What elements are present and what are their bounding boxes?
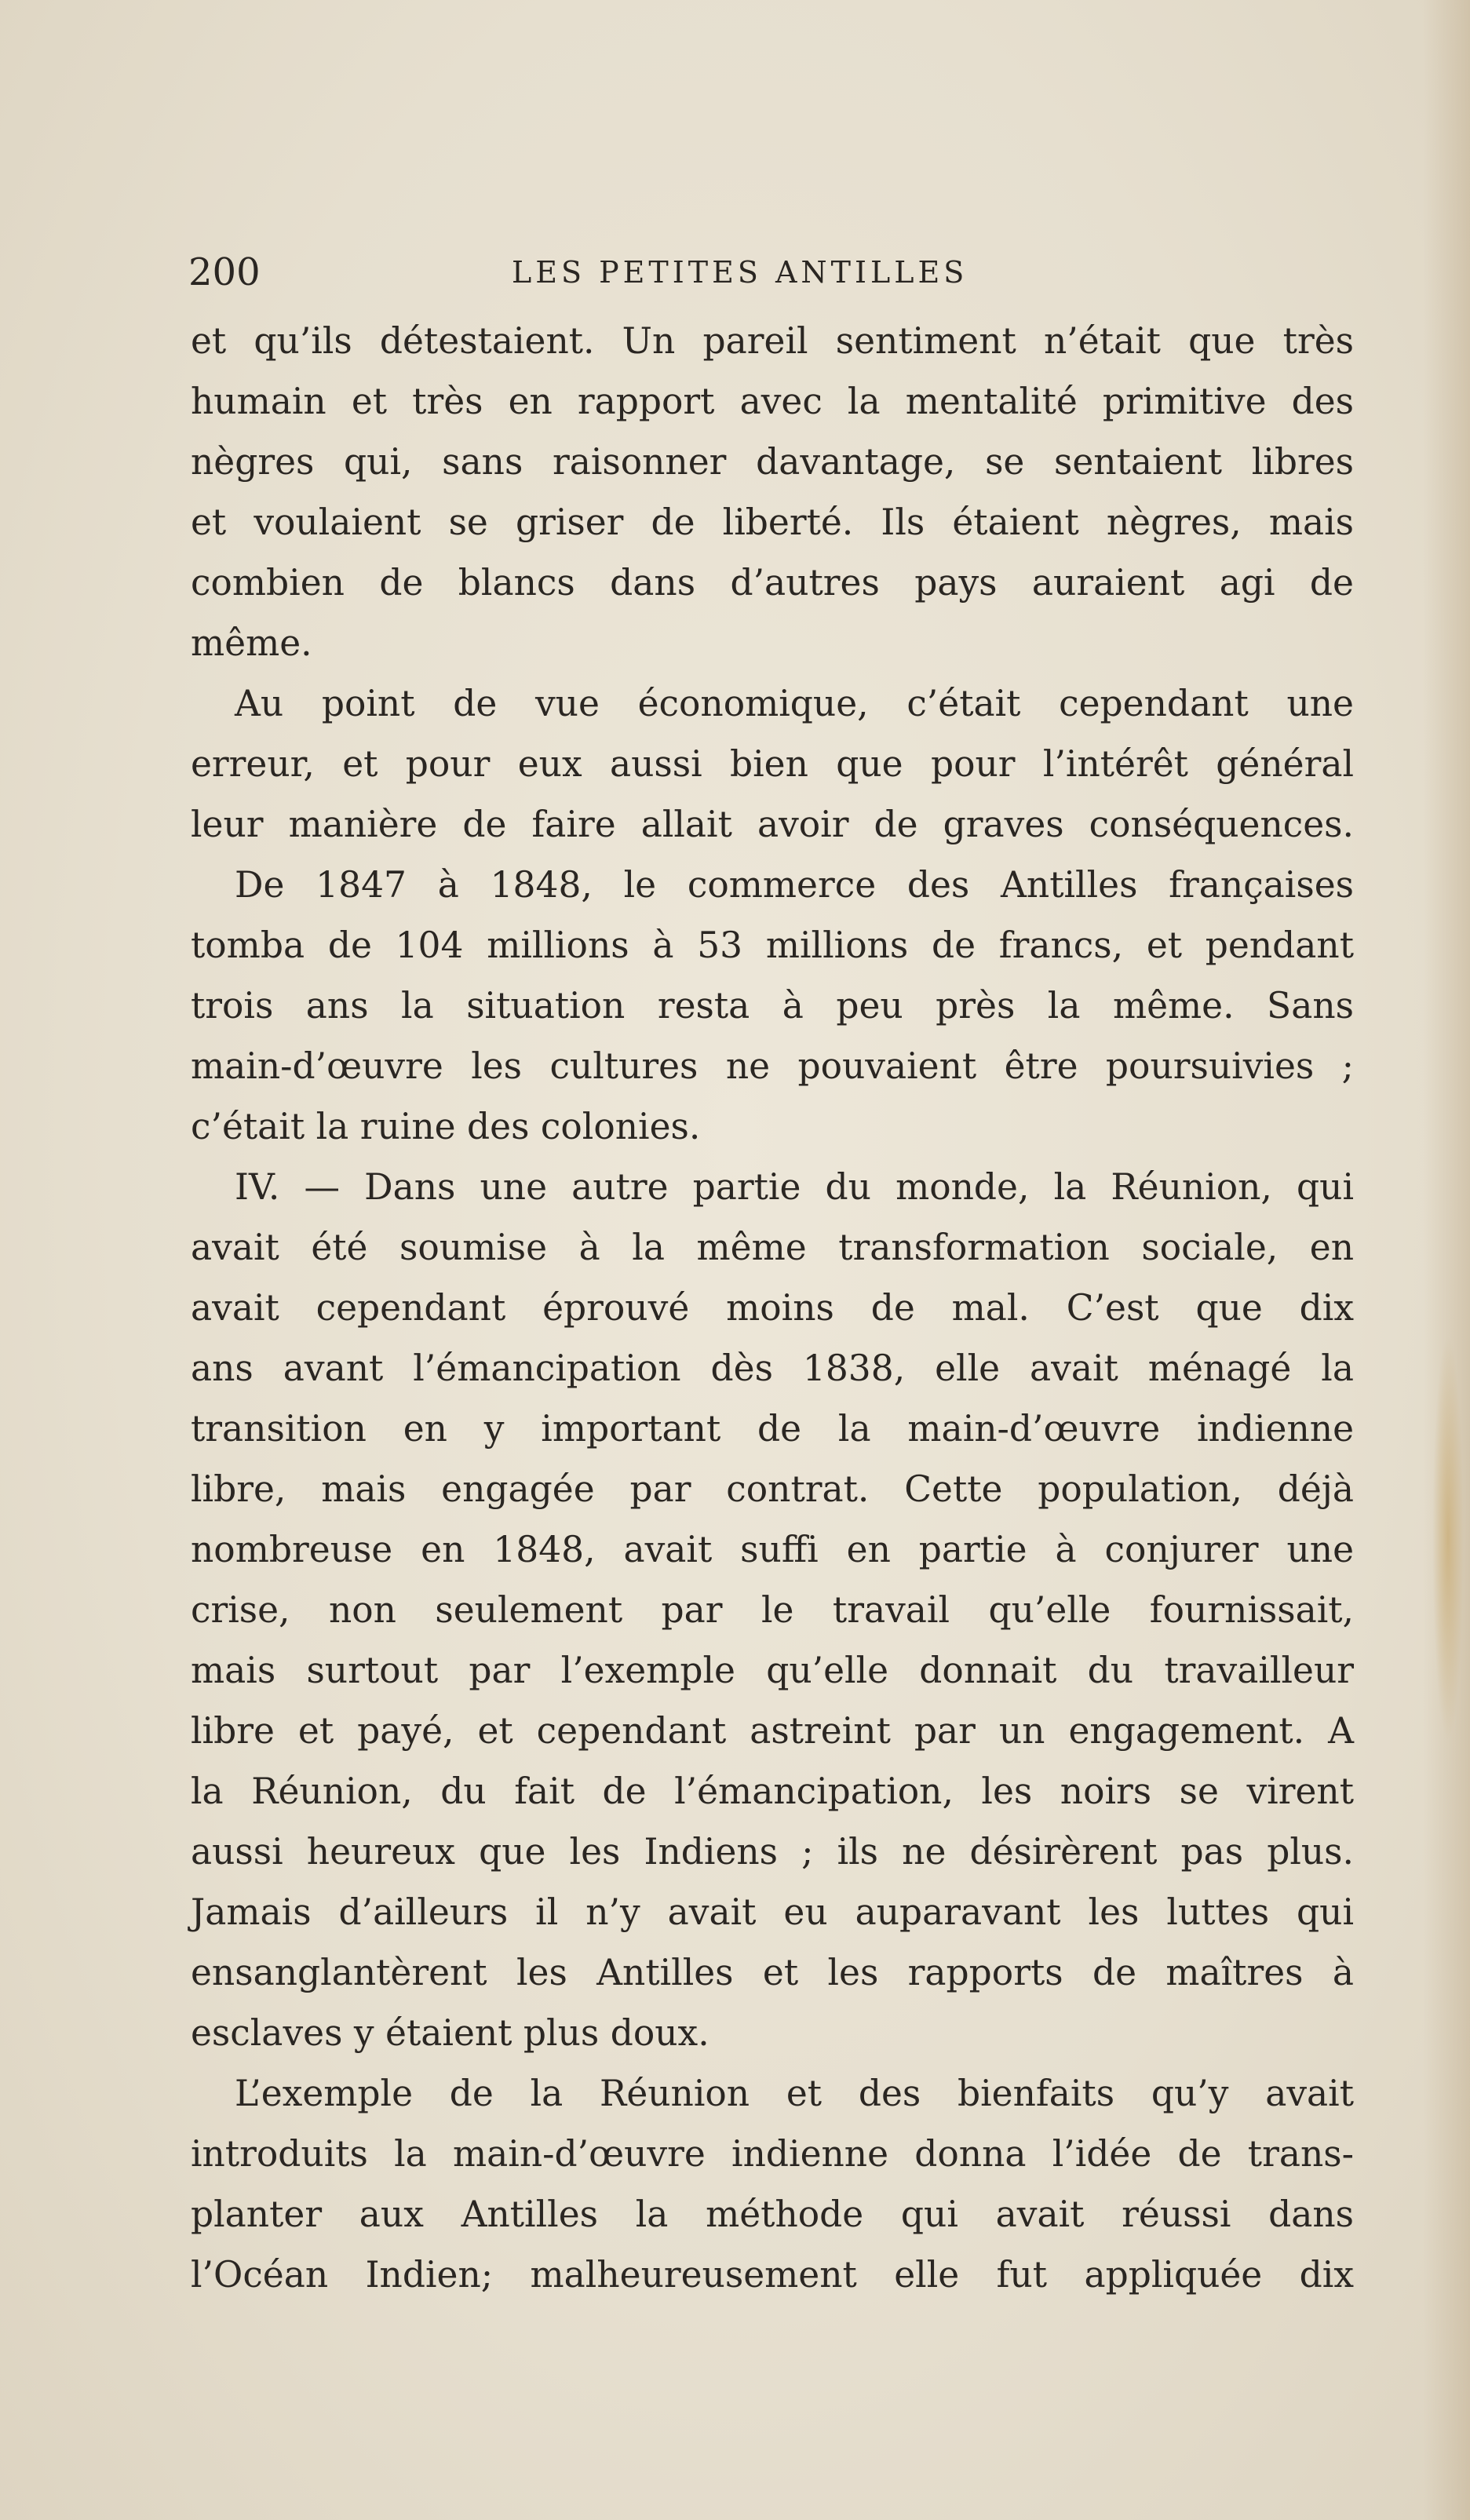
body-text: [191, 311, 1354, 2305]
text-line: nombreuse en 1848, avait suffi en partie à conjurer une: [191, 1529, 1354, 1570]
text-line: l’Océan Indien; malheureusement elle fut appliquée dix: [191, 2254, 1354, 2296]
text-line: De 1847 à 1848, le commerce des Antilles françaises: [235, 864, 1354, 906]
text-line: nègres qui, sans raisonner davantage, se sentaient libres: [191, 441, 1354, 483]
text-line: ans avant l’émancipation dès 1838, elle avait ménagé la: [191, 1348, 1354, 1389]
page-header: [188, 245, 1356, 300]
text-line: mais surtout par l’exemple qu’elle donnait du travailleur: [191, 1650, 1354, 1691]
text-line: leur manière de faire allait avoir de graves conséquences.: [191, 804, 1354, 845]
text-line: combien de blancs dans d’autres pays auraient agi de: [191, 562, 1354, 604]
text-line: avait été soumise à la même transformation sociale, en: [191, 1227, 1354, 1268]
text-line: libre, mais engagée par contrat. Cette population, déjà: [191, 1468, 1354, 1510]
text-line: et voulaient se griser de liberté. Ils étaient nègres, mais: [191, 501, 1354, 543]
text-line: L’exemple de la Réunion et des bienfaits qu’y avait: [235, 2073, 1354, 2114]
text-line: Au point de vue économique, c’était cependant une: [235, 683, 1354, 724]
text-line: Jamais d’ailleurs il n’y avait eu auparavant les luttes qui: [191, 1891, 1354, 1933]
paper-stain: [1432, 1334, 1464, 1742]
text-line: transition en y important de la main-d’œuvre indienne: [191, 1408, 1354, 1450]
text-line: aussi heureux que les Indiens ; ils ne désirèrent pas plus.: [191, 1831, 1354, 1873]
text-line: humain et très en rapport avec la mentalité primitive des: [191, 381, 1354, 422]
text-line: main-d’œuvre les cultures ne pouvaient être poursuivies ;: [191, 1045, 1354, 1087]
text-line: libre et payé, et cependant astreint par un engagement. A: [191, 1710, 1354, 1752]
text-line: ensanglantèrent les Antilles et les rapports de maîtres à: [191, 1952, 1354, 1993]
text-line: et qu’ils détestaient. Un pareil sentiment n’était que très: [191, 320, 1354, 362]
text-line: trois ans la situation resta à peu près la même. Sans: [191, 985, 1354, 1027]
text-line: planter aux Antilles la méthode qui avait réussi dans: [191, 2194, 1354, 2235]
text-line: IV. — Dans une autre partie du monde, la Réunion, qui: [235, 1166, 1354, 1208]
text-line: introduits la main-d’œuvre indienne donna l’idée de trans-: [191, 2133, 1354, 2175]
page-edge-shadow: [1423, 0, 1470, 2520]
page-number: 200: [188, 250, 261, 294]
text-line: crise, non seulement par le travail qu’elle fournissait,: [191, 1589, 1354, 1631]
running-title: LES PETITES ANTILLES: [512, 255, 968, 290]
text-line: erreur, et pour eux aussi bien que pour l’intérêt général: [191, 743, 1354, 785]
text-line: même.: [191, 622, 312, 664]
text-line: c’était la ruine des colonies.: [191, 1106, 701, 1147]
text-line: esclaves y étaient plus doux.: [191, 2012, 709, 2054]
text-line: la Réunion, du fait de l’émancipation, les noirs se virent: [191, 1771, 1354, 1812]
text-line: tomba de 104 millions à 53 millions de francs, et pendant: [191, 924, 1354, 966]
text-line: avait cependant éprouvé moins de mal. C’est que dix: [191, 1287, 1354, 1329]
